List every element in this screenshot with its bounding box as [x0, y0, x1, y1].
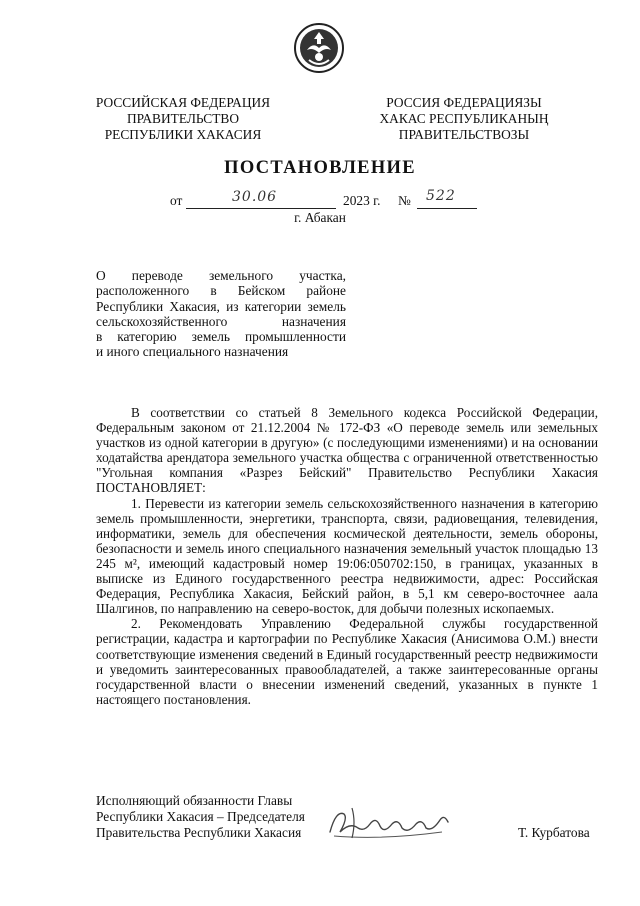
clause-2-paragraph: 2. Рекомендовать Управлению Федеральной службы государственной регистрации, кадастра и картографии по Республике Хакасия (Анисимова О.М.) внести соответствующие изменения сведений в Единый государственный реестр недвижимости и уведомить заинтересованных правообладателей, а также заинтересованные органы государственной власти о внесении изменений сведений, указанных в пункте 1 настоящего постановления. — [96, 616, 598, 707]
signer-name: Т. Курбатова — [518, 825, 590, 840]
header-right-line: ХАКАС РЕСПУБЛИКАНЫҢ — [379, 111, 549, 126]
signatory-position-line: Республики Хакасия – Председателя — [96, 809, 305, 824]
header-left-line: РЕСПУБЛИКИ ХАКАСИЯ — [104, 127, 262, 142]
number-sign: № — [398, 193, 411, 208]
header-left — [88, 95, 278, 143]
subject-line: в категорию земель промышленности — [96, 329, 346, 345]
subject-block — [96, 268, 346, 360]
subject-line: Республики Хакасия, из категории земель — [96, 298, 346, 314]
subject-line: О переводе земельного участка, — [96, 268, 346, 283]
header-left-line: РОССИЙСКАЯ ФЕДЕРАЦИЯ — [95, 95, 271, 110]
subject-line: и иного специального назначения — [96, 344, 289, 360]
clause-1-paragraph: 1. Перевести из категории земель сельскохозяйственного назначения в категорию земель промышленности, энергетики, транспорта, связи, радиовещания, телевидения, информатики, земель для обеспечения космической деятельности, земель обороны, безопасности и земель иного специального назначения земельный участок площадью 13 245 м², имеющий кадастровый номер 19:06:050702:150, в границах, указанных в выписке из Единого государственного реестра недвижимости, адрес: Российская Федерация, Республика Хакасия, Бейский район, в 5,1 км северо-восточнее аала Шалгинов, по направлению на северо-восток, для добычи полезных ископаемых. — [96, 495, 598, 617]
preamble-paragraph: В соответствии со статьей 8 Земельного кодекса Российской Федерации, Федеральным законом от 21.12.2004 № 172-ФЗ «О переводе земель или земельных участков из одной категории в другую» (с последующими изменениями) и на основании ходатайства арендатора земельного участка общества с ограниченной ответственностью "Угольная компания «Разрез Бейский" Правительство Республики Хакасия ПОСТАНОВЛЯЕТ: — [96, 405, 598, 496]
city: г. Абакан — [294, 210, 346, 225]
date-year: 2023 г. — [343, 193, 381, 208]
handwritten-signature — [322, 802, 462, 846]
header-right-line: РОССИЯ ФЕДЕРАЦИЯЗЫ — [386, 95, 542, 110]
header-left-line: ПРАВИТЕЛЬСТВО — [126, 111, 239, 126]
signature-title-block — [96, 793, 305, 841]
header-right-line: ПРАВИТЕЛЬСТВОЗЫ — [398, 127, 530, 142]
number-value: 522 — [426, 188, 456, 204]
subject-line: сельскохозяйственного назначения — [96, 313, 346, 329]
date-prefix: от — [170, 193, 183, 208]
header-right — [366, 95, 562, 143]
document-title: ПОСТАНОВЛЕНИЕ — [224, 158, 416, 178]
date-value: 30.06 — [232, 189, 278, 205]
signatory-position-line: Правительства Республики Хакасия — [96, 825, 302, 840]
document-body — [96, 405, 598, 707]
subject-line: расположенного в Бейском районе — [96, 283, 346, 299]
coat-of-arms-emblem — [293, 22, 345, 74]
signatory-position-line: Исполняющий обязанности Главы — [96, 793, 293, 808]
